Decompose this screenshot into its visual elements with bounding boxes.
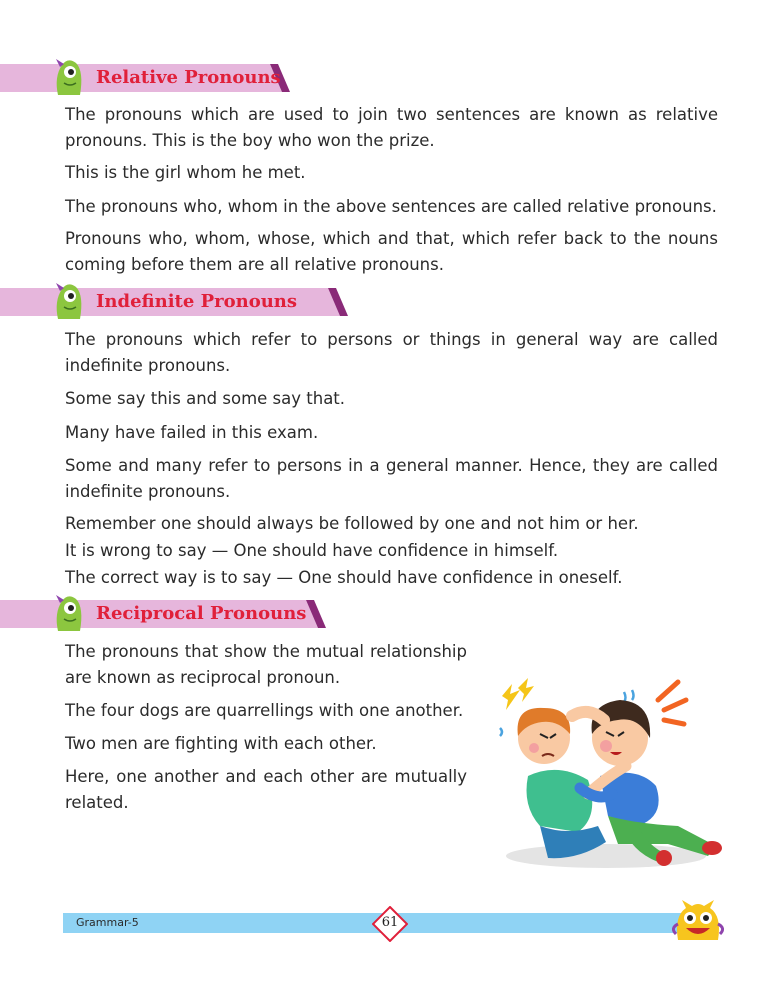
section-title: Indefinite Pronouns: [96, 291, 298, 312]
example-sentence: Two men are fighting with each other.: [65, 734, 377, 753]
paragraph: The pronouns who, whom in the above sentences are called relative pronouns.: [65, 197, 717, 216]
remember-line: The correct way is to say — One should have confidence in oneself.: [65, 568, 623, 587]
green-monster-icon: [50, 593, 86, 633]
section-title: Reciprocal Pronouns: [96, 603, 307, 624]
paragraph: The pronouns which refer to persons or things in general way are called indefinite pronouns.: [65, 330, 718, 375]
paragraph: The pronouns that show the mutual relationship are known as reciprocal pronoun.: [65, 642, 467, 687]
page-footer: [0, 906, 783, 946]
green-monster-icon: [50, 57, 86, 97]
paragraph: Pronouns who, whom, whose, which and that, which refer back to the nouns coming before them are all relative pronouns.: [65, 229, 718, 274]
paragraph: Some and many refer to persons in a general manner. Hence, they are called indefinite pronouns.: [65, 456, 718, 501]
section-title: Relative Pronouns: [96, 67, 281, 88]
remember-line: It is wrong to say — One should have confidence in himself.: [65, 541, 559, 560]
example-sentence: This is the girl whom he met.: [65, 163, 306, 182]
paragraph: The pronouns which are used to join two sentences are known as relative pronouns. This is the boy who won the prize.: [65, 105, 718, 150]
book-title: Grammar-5: [76, 916, 139, 929]
paragraph: Here, one another and each other are mutually related.: [65, 767, 467, 812]
page-number: 61: [381, 915, 399, 930]
example-sentence: Many have failed in this exam.: [65, 423, 319, 442]
example-sentence: The four dogs are quarrellings with one another.: [65, 701, 464, 720]
yellow-monster-icon: [672, 898, 724, 942]
fighting-boys-illustration: [488, 676, 723, 876]
remember-line: Remember one should always be followed by one and not him or her.: [65, 514, 639, 533]
green-monster-icon: [50, 281, 86, 321]
example-sentence: Some say this and some say that.: [65, 389, 346, 408]
